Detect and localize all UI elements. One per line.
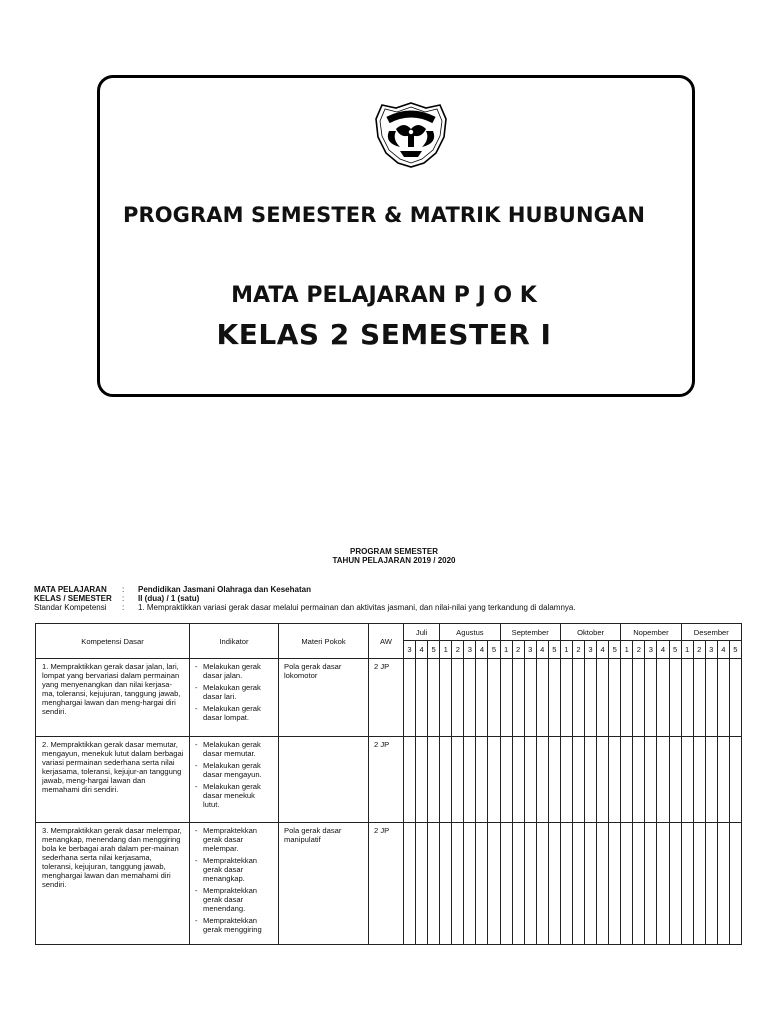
indikator-item: - Melakukan gerak dasar lompat. xyxy=(195,704,273,722)
aw-cell: 2 JP xyxy=(369,737,404,823)
week-header: 2 xyxy=(572,641,584,659)
week-cell xyxy=(500,659,512,737)
week-cell xyxy=(669,659,681,737)
week-cell xyxy=(404,823,416,945)
info-label: Standar Kompetensi xyxy=(34,603,107,612)
week-header: 5 xyxy=(548,641,560,659)
week-cell xyxy=(717,737,729,823)
indikator-text: Melakukan gerak dasar lari. xyxy=(203,683,261,701)
week-cell xyxy=(633,659,645,737)
week-cell xyxy=(585,737,597,823)
week-header: 4 xyxy=(476,641,488,659)
week-cell xyxy=(560,737,572,823)
indikator-text: Melakukan gerak dasar jalan. xyxy=(203,662,261,680)
week-cell xyxy=(597,737,609,823)
week-cell xyxy=(693,737,705,823)
info-label: KELAS / SEMESTER xyxy=(34,594,112,603)
indikator-item: - Melakukan gerak dasar jalan. xyxy=(195,662,273,680)
week-cell xyxy=(585,823,597,945)
info-value: II (dua) / 1 (satu) xyxy=(138,594,200,603)
month-header: Oktober xyxy=(560,624,620,641)
indikator-item: - Mempraktekkan gerak dasar menangkap. xyxy=(195,856,273,883)
week-cell xyxy=(464,737,476,823)
week-cell xyxy=(585,659,597,737)
week-header: 3 xyxy=(585,641,597,659)
indikator-item: - Melakukan gerak dasar lari. xyxy=(195,683,273,701)
week-cell xyxy=(488,737,500,823)
week-cell xyxy=(572,823,584,945)
materi-pokok-cell xyxy=(279,737,369,823)
week-cell xyxy=(609,737,621,823)
program-table xyxy=(35,623,742,945)
week-cell xyxy=(464,659,476,737)
header-materi-pokok: Materi Pokok xyxy=(279,624,369,659)
week-cell xyxy=(548,659,560,737)
week-cell xyxy=(452,659,464,737)
indikator-text: Mempraktekkan gerak dasar melempar. xyxy=(203,826,258,853)
week-cell xyxy=(476,659,488,737)
week-cell xyxy=(536,823,548,945)
program-year: TAHUN PELAJARAN 2019 / 2020 xyxy=(332,556,456,565)
table-row xyxy=(36,823,742,945)
week-cell xyxy=(693,823,705,945)
cover-title: PROGRAM SEMESTER & MATRIK HUBUNGAN xyxy=(122,203,646,227)
week-cell xyxy=(669,737,681,823)
week-cell xyxy=(488,823,500,945)
week-cell xyxy=(416,823,428,945)
week-cell xyxy=(621,823,633,945)
week-cell xyxy=(536,659,548,737)
week-header: 2 xyxy=(633,641,645,659)
month-header: Agustus xyxy=(440,624,500,641)
indikator-cell xyxy=(190,659,279,737)
materi-pokok-cell: Pola gerak dasar lokomotor xyxy=(279,659,369,737)
kompetensi-dasar-cell: 3. Mempraktikkan gerak dasar melempar, menangkap, menendang dan menggiring bola ke berbagai arah dalam per-mainan sederhana serta nilai kerjasama, toleransi, kejujuran, tanggung jawab, menghargai lawan dan memahami diri sendiri. xyxy=(36,823,190,945)
week-header: 3 xyxy=(404,641,416,659)
week-cell xyxy=(633,737,645,823)
week-cell xyxy=(560,823,572,945)
week-header: 1 xyxy=(560,641,572,659)
week-cell xyxy=(524,823,536,945)
indikator-text: Melakukan gerak dasar menekuk lutut. xyxy=(203,782,261,809)
week-cell xyxy=(621,659,633,737)
week-header: 3 xyxy=(524,641,536,659)
week-cell xyxy=(452,737,464,823)
week-cell xyxy=(705,823,717,945)
week-cell xyxy=(464,823,476,945)
week-cell xyxy=(693,659,705,737)
week-cell xyxy=(440,823,452,945)
week-header: 4 xyxy=(536,641,548,659)
month-header: Desember xyxy=(681,624,741,641)
week-cell xyxy=(729,823,741,945)
indikator-item: - Melakukan gerak dasar menekuk lutut. xyxy=(195,782,273,809)
week-cell xyxy=(524,659,536,737)
indikator-cell xyxy=(190,737,279,823)
week-cell xyxy=(548,823,560,945)
week-cell xyxy=(657,737,669,823)
week-header: 3 xyxy=(464,641,476,659)
aw-cell: 2 JP xyxy=(369,823,404,945)
info-sep: : xyxy=(122,594,125,603)
tut-wuri-handayani-logo-icon xyxy=(374,99,449,169)
week-cell xyxy=(440,659,452,737)
week-cell xyxy=(548,737,560,823)
month-header: September xyxy=(500,624,560,641)
indikator-item: - Melakukan gerak dasar memutar. xyxy=(195,740,273,758)
info-value: Pendidikan Jasmani Olahraga dan Kesehatan xyxy=(138,585,311,594)
week-header: 1 xyxy=(500,641,512,659)
week-cell xyxy=(705,659,717,737)
week-header: 2 xyxy=(693,641,705,659)
week-header: 5 xyxy=(669,641,681,659)
week-header: 5 xyxy=(609,641,621,659)
week-cell xyxy=(500,823,512,945)
kompetensi-dasar-cell: 1. Mempraktikkan gerak dasar jalan, lari, lompat yang bervariasi dalam permainan yang menyenangkan dan nilai kerjasa-ma, toleransi, kejujuran, tanggung jawab, menghargai lawan dan meng-hargai diri sendiri. xyxy=(36,659,190,737)
week-cell xyxy=(717,823,729,945)
week-header: 1 xyxy=(440,641,452,659)
program-heading: PROGRAM SEMESTER xyxy=(349,547,438,556)
week-cell xyxy=(512,823,524,945)
indikator-text: Mempraktekkan gerak dasar menangkap. xyxy=(203,856,258,883)
week-cell xyxy=(681,659,693,737)
cover-class: KELAS 2 SEMESTER I xyxy=(216,318,552,351)
week-cell xyxy=(669,823,681,945)
header-kompetensi-dasar: Kompetensi Dasar xyxy=(36,624,190,659)
week-cell xyxy=(536,737,548,823)
week-header: 3 xyxy=(705,641,717,659)
week-header: 4 xyxy=(717,641,729,659)
week-header: 4 xyxy=(416,641,428,659)
week-cell xyxy=(657,823,669,945)
cover-subject: MATA PELAJARAN P J O K xyxy=(231,283,537,308)
indikator-cell xyxy=(190,823,279,945)
week-cell xyxy=(416,737,428,823)
week-cell xyxy=(645,737,657,823)
table-row xyxy=(36,659,742,737)
week-header: 5 xyxy=(428,641,440,659)
week-cell xyxy=(416,659,428,737)
week-cell xyxy=(609,659,621,737)
indikator-text: Melakukan gerak dasar mengayun. xyxy=(203,761,262,779)
week-cell xyxy=(621,737,633,823)
week-cell xyxy=(560,659,572,737)
week-header: 3 xyxy=(645,641,657,659)
indikator-text: Mempraktekkan gerak menggiring xyxy=(203,916,262,934)
week-cell xyxy=(428,823,440,945)
week-header: 4 xyxy=(657,641,669,659)
week-header: 4 xyxy=(597,641,609,659)
week-header: 2 xyxy=(512,641,524,659)
indikator-text: Melakukan gerak dasar memutar. xyxy=(203,740,261,758)
week-cell xyxy=(681,823,693,945)
week-cell xyxy=(440,737,452,823)
week-cell xyxy=(597,659,609,737)
info-label: MATA PELAJARAN xyxy=(34,585,107,594)
indikator-item: - Mempraktekkan gerak dasar menendang. xyxy=(195,886,273,913)
week-cell xyxy=(452,823,464,945)
indikator-text: Melakukan gerak dasar lompat. xyxy=(203,704,261,722)
week-cell xyxy=(705,737,717,823)
week-cell xyxy=(428,737,440,823)
week-cell xyxy=(512,659,524,737)
week-cell xyxy=(512,737,524,823)
week-cell xyxy=(488,659,500,737)
week-header: 1 xyxy=(681,641,693,659)
week-header: 1 xyxy=(621,641,633,659)
week-cell xyxy=(476,823,488,945)
week-cell xyxy=(404,659,416,737)
indikator-text: Mempraktekkan gerak dasar menendang. xyxy=(203,886,258,913)
week-cell xyxy=(729,659,741,737)
month-header: Nopember xyxy=(621,624,681,641)
week-cell xyxy=(572,659,584,737)
week-cell xyxy=(681,737,693,823)
info-value: 1. Mempraktikkan variasi gerak dasar melalui permainan dan aktivitas jasmani, dan nilai-nilai yang terkandung di dalamnya. xyxy=(138,603,576,612)
week-cell xyxy=(500,737,512,823)
week-header: 2 xyxy=(452,641,464,659)
header-indikator: Indikator xyxy=(190,624,279,659)
info-sep: : xyxy=(122,585,125,594)
week-cell xyxy=(645,659,657,737)
aw-cell: 2 JP xyxy=(369,659,404,737)
week-cell xyxy=(717,659,729,737)
info-sep: : xyxy=(122,603,125,612)
week-cell xyxy=(729,737,741,823)
kompetensi-dasar-cell: 2. Mempraktikkan gerak dasar memutar, mengayun, menekuk lutut dalam berbagai variasi permainan sederhana serta nilai kerjasama, toleransi, kejujur-an tanggung jawab, meng-hargai lawan dan memahami diri sendiri. xyxy=(36,737,190,823)
indikator-item: - Mempraktekkan gerak dasar melempar. xyxy=(195,826,273,853)
materi-pokok-cell: Pola gerak dasar manipulatif xyxy=(279,823,369,945)
week-header: 5 xyxy=(729,641,741,659)
week-cell xyxy=(572,737,584,823)
month-header: Juli xyxy=(404,624,440,641)
week-cell xyxy=(609,823,621,945)
week-header: 5 xyxy=(488,641,500,659)
indikator-item: - Mempraktekkan gerak menggiring xyxy=(195,916,273,934)
indikator-item: - Melakukan gerak dasar mengayun. xyxy=(195,761,273,779)
week-cell xyxy=(657,659,669,737)
week-cell xyxy=(404,737,416,823)
week-cell xyxy=(597,823,609,945)
week-cell xyxy=(524,737,536,823)
table-row xyxy=(36,737,742,823)
week-cell xyxy=(428,659,440,737)
week-cell xyxy=(476,737,488,823)
header-aw: AW xyxy=(369,624,404,659)
week-cell xyxy=(633,823,645,945)
week-cell xyxy=(645,823,657,945)
